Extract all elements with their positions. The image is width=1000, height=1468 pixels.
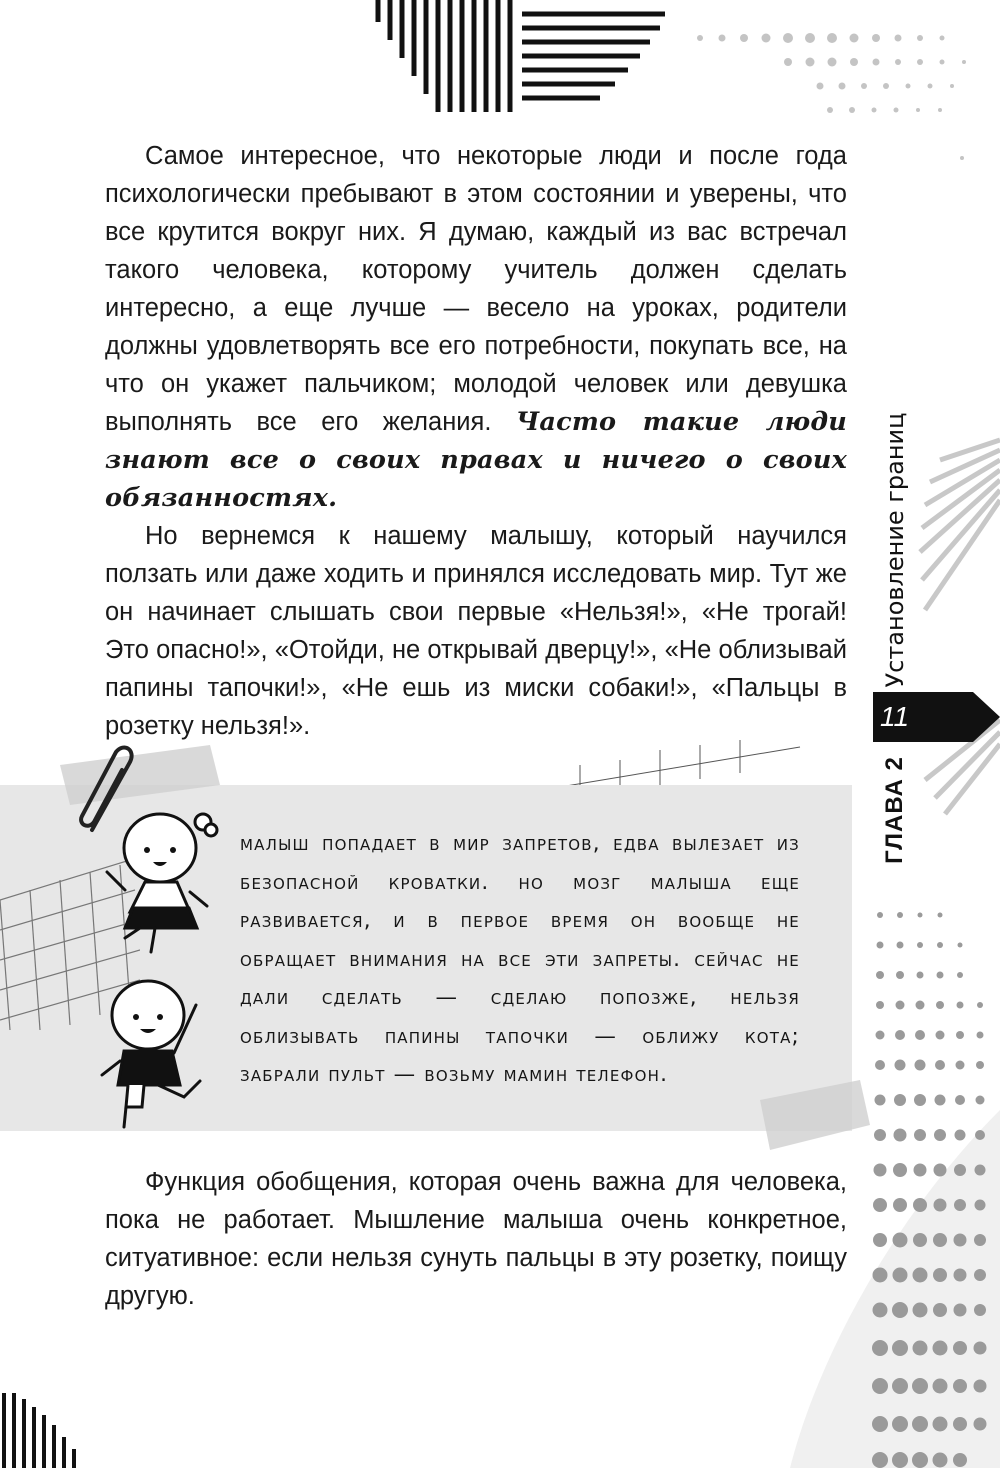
body-paragraph-1 xyxy=(105,137,847,517)
chapter-label-vertical xyxy=(880,745,910,875)
note-text: малыш попадает в мир запретов, едва вылезает из безопасной кроватки. но мозг малыша еще развивается, и в первое время он вообще не обращает внимания на все эти запреты. сейчас не дали сделать — сделаю попозже, нельзя облизывать папины тапочки — оближу кота; забрали пульт — возьму мамин телефон. xyxy=(240,831,800,1087)
bottom-left-stripes-decoration xyxy=(0,1385,90,1468)
section-title-vertical xyxy=(880,400,910,700)
section-title-text: Установление границ xyxy=(881,412,909,688)
cartoon-girl-icon xyxy=(85,800,235,960)
cartoon-boy-icon xyxy=(88,975,228,1135)
page-number: 11 xyxy=(880,701,910,732)
top-stripes-decoration xyxy=(360,0,680,120)
body-paragraph-3 xyxy=(105,1163,847,1315)
body-paragraph-1-emphasis: Часто такие люди знают все о своих правах и ничего о своих обязанностях. xyxy=(105,407,847,513)
body-paragraph-1-text: Самое интересное, что некоторые люди и после года психологически пребывают в этом состоянии и уверены, что все крутится вокруг них. Я думаю, каждый из вас встречал такого человека, которому учитель должен сделать интересно, а еще лучше — весело на уроках, родители должны удовлетворять все его потребности, покупать все, на что он укажет пальчиком; молодой человек или девушка выполнять все его желания. xyxy=(105,142,847,436)
body-paragraph-2 xyxy=(105,517,847,745)
radial-stripes-decoration xyxy=(900,420,1000,820)
bottom-right-dots-decoration xyxy=(860,900,1000,1468)
chapter-label-text: ГЛАВА 2 xyxy=(881,756,908,864)
body-paragraph-3-text: Функция обобщения, которая очень важна для человека, пока не работает. Мышление малыша очень конкретное, ситуативное: если нельзя сунуть пальцы в эту розетку, поищу другую. xyxy=(105,1168,847,1310)
body-paragraph-2-text: Но вернемся к нашему малышу, который научился ползать или даже ходить и принялся исследовать мир. Тут же он начинает слышать свои первые «Нельзя!», «Не трогай! Это опасно!», «Отойди, не открывай дверцу!», «Не облизывай папины тапочки!», «Не ешь из миски собаки!», «Пальцы в розетку нельзя!». xyxy=(105,522,847,740)
